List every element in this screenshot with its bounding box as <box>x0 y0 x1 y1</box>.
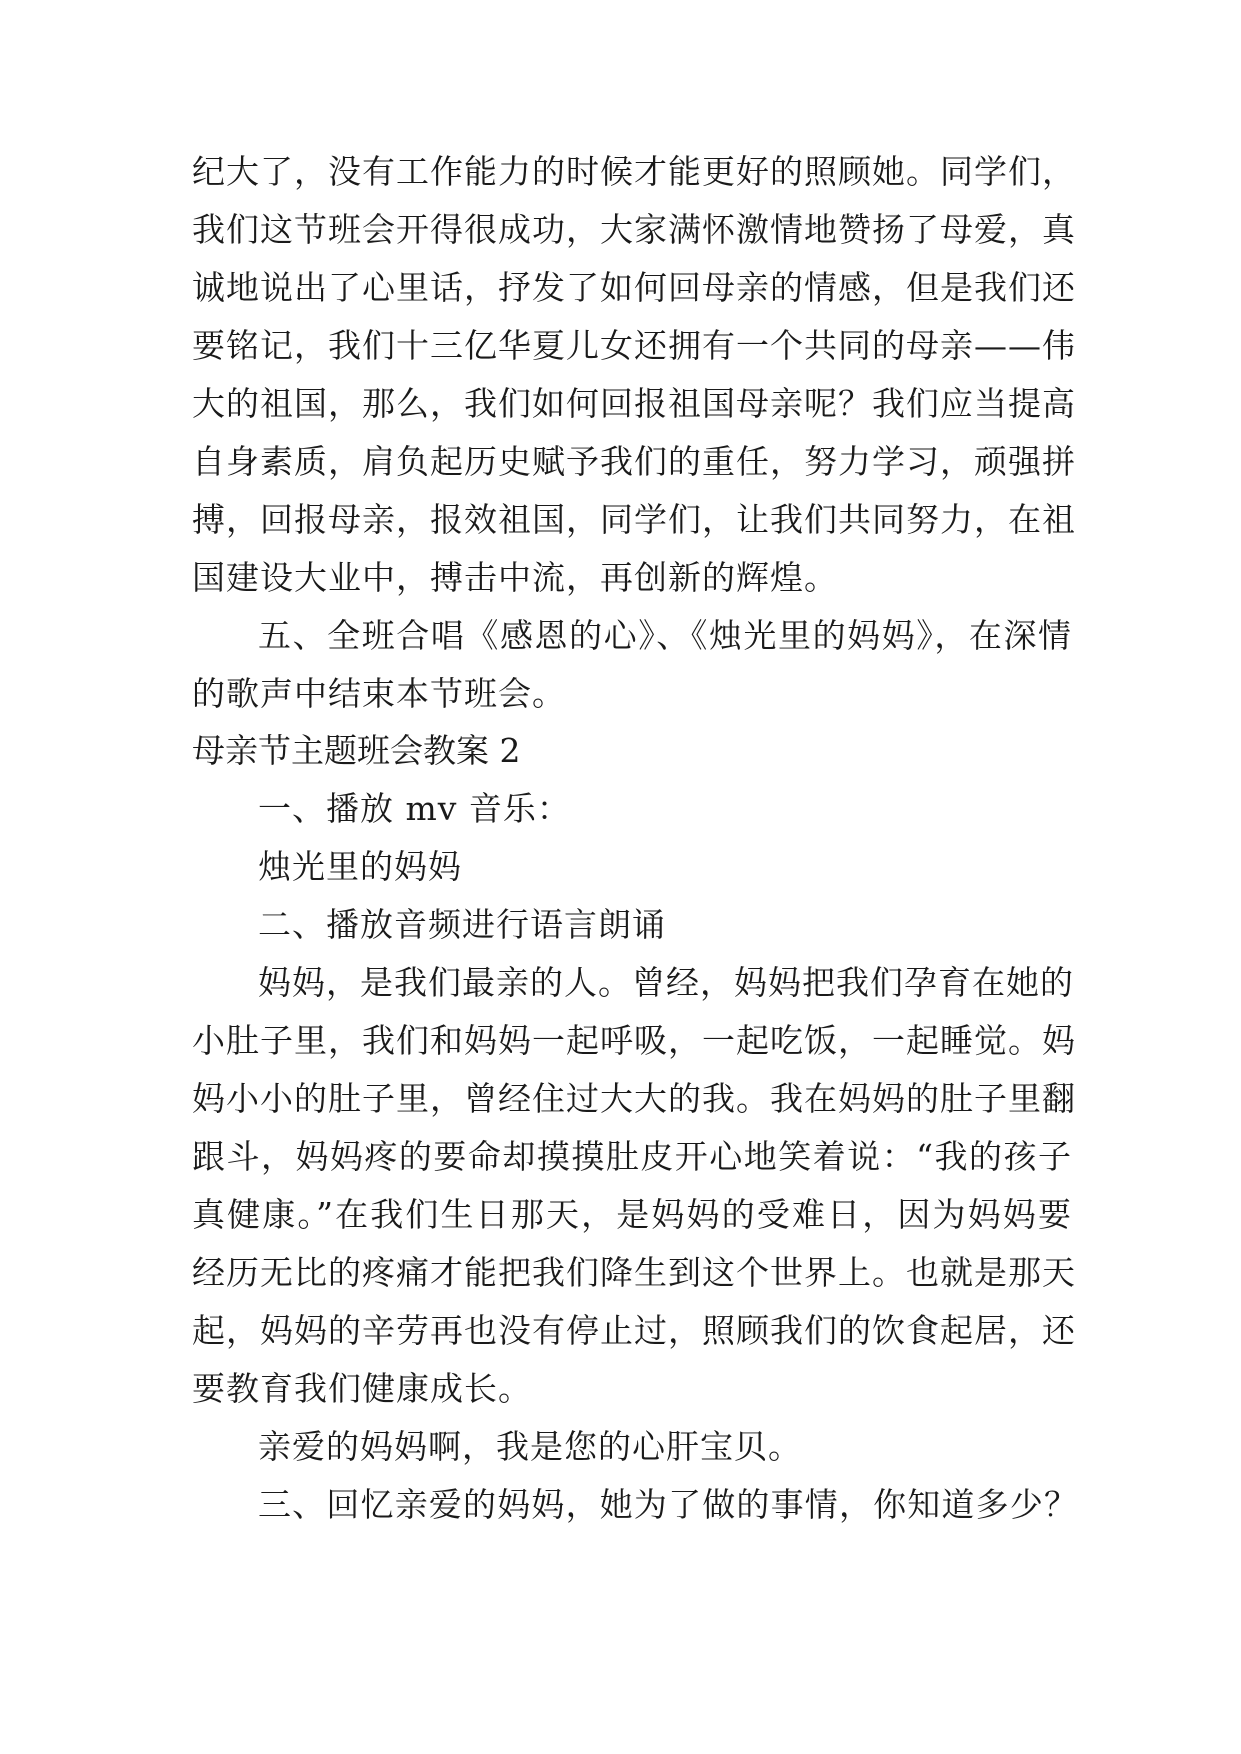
song-title: 烛光里的妈妈 <box>258 847 462 886</box>
text-line: 诚地说出了心里话，抒发了如何回母亲的情感，但是我们还 <box>192 268 1076 307</box>
text-line: 起，妈妈的辛劳再也没有停止过，照顾我们的饮食起居，还 <box>192 1311 1076 1350</box>
list-item: 二、播放音频进行语言朗诵 <box>258 905 666 944</box>
text-line: 小肚子里，我们和妈妈一起呼吸，一起吃饭，一起睡觉。妈 <box>192 1021 1076 1060</box>
paragraph-start-line: 五、全班合唱《感恩的心》、《烛光里的妈妈》，在深情 <box>258 616 1072 655</box>
list-item: 一、播放 mv 音乐： <box>258 789 571 828</box>
text-line: 经历无比的疼痛才能把我们降生到这个世界上。也就是那天 <box>192 1253 1076 1292</box>
list-item: 三、回忆亲爱的妈妈，她为了做的事情，你知道多少？ <box>258 1485 1078 1524</box>
paragraph-start-line: 妈妈，是我们最亲的人。曾经，妈妈把我们孕育在她的 <box>258 963 1074 1002</box>
text-line: 大的祖国，那么，我们如何回报祖国母亲呢？我们应当提高 <box>192 384 1076 423</box>
text-line: 妈小小的肚子里，曾经住过大大的我。我在妈妈的肚子里翻 <box>192 1079 1076 1118</box>
section-heading: 母亲节主题班会教案 2 <box>192 731 521 770</box>
text-line: 搏，回报母亲，报效祖国，同学们，让我们共同努力，在祖 <box>192 500 1076 539</box>
text-line: 自身素质，肩负起历史赋予我们的重任，努力学习，顽强拼 <box>192 442 1076 481</box>
text-line: 要教育我们健康成长。 <box>192 1369 532 1408</box>
text-line: 真健康。”在我们生日那天，是妈妈的受难日，因为妈妈要 <box>192 1195 1072 1234</box>
text-line: 的歌声中结束本节班会。 <box>192 674 566 713</box>
text-line: 我们这节班会开得很成功，大家满怀激情地赞扬了母爱，真 <box>192 210 1076 249</box>
text-line: 国建设大业中，搏击中流，再创新的辉煌。 <box>192 558 838 597</box>
text-line: 跟斗，妈妈疼的要命却摸摸肚皮开心地笑着说：“我的孩子 <box>192 1137 1072 1176</box>
text-line: 纪大了，没有工作能力的时候才能更好的照顾她。同学们， <box>192 152 1076 191</box>
text-line: 亲爱的妈妈啊，我是您的心肝宝贝。 <box>258 1427 802 1466</box>
text-line: 要铭记，我们十三亿华夏儿女还拥有一个共同的母亲——伟 <box>192 326 1076 365</box>
